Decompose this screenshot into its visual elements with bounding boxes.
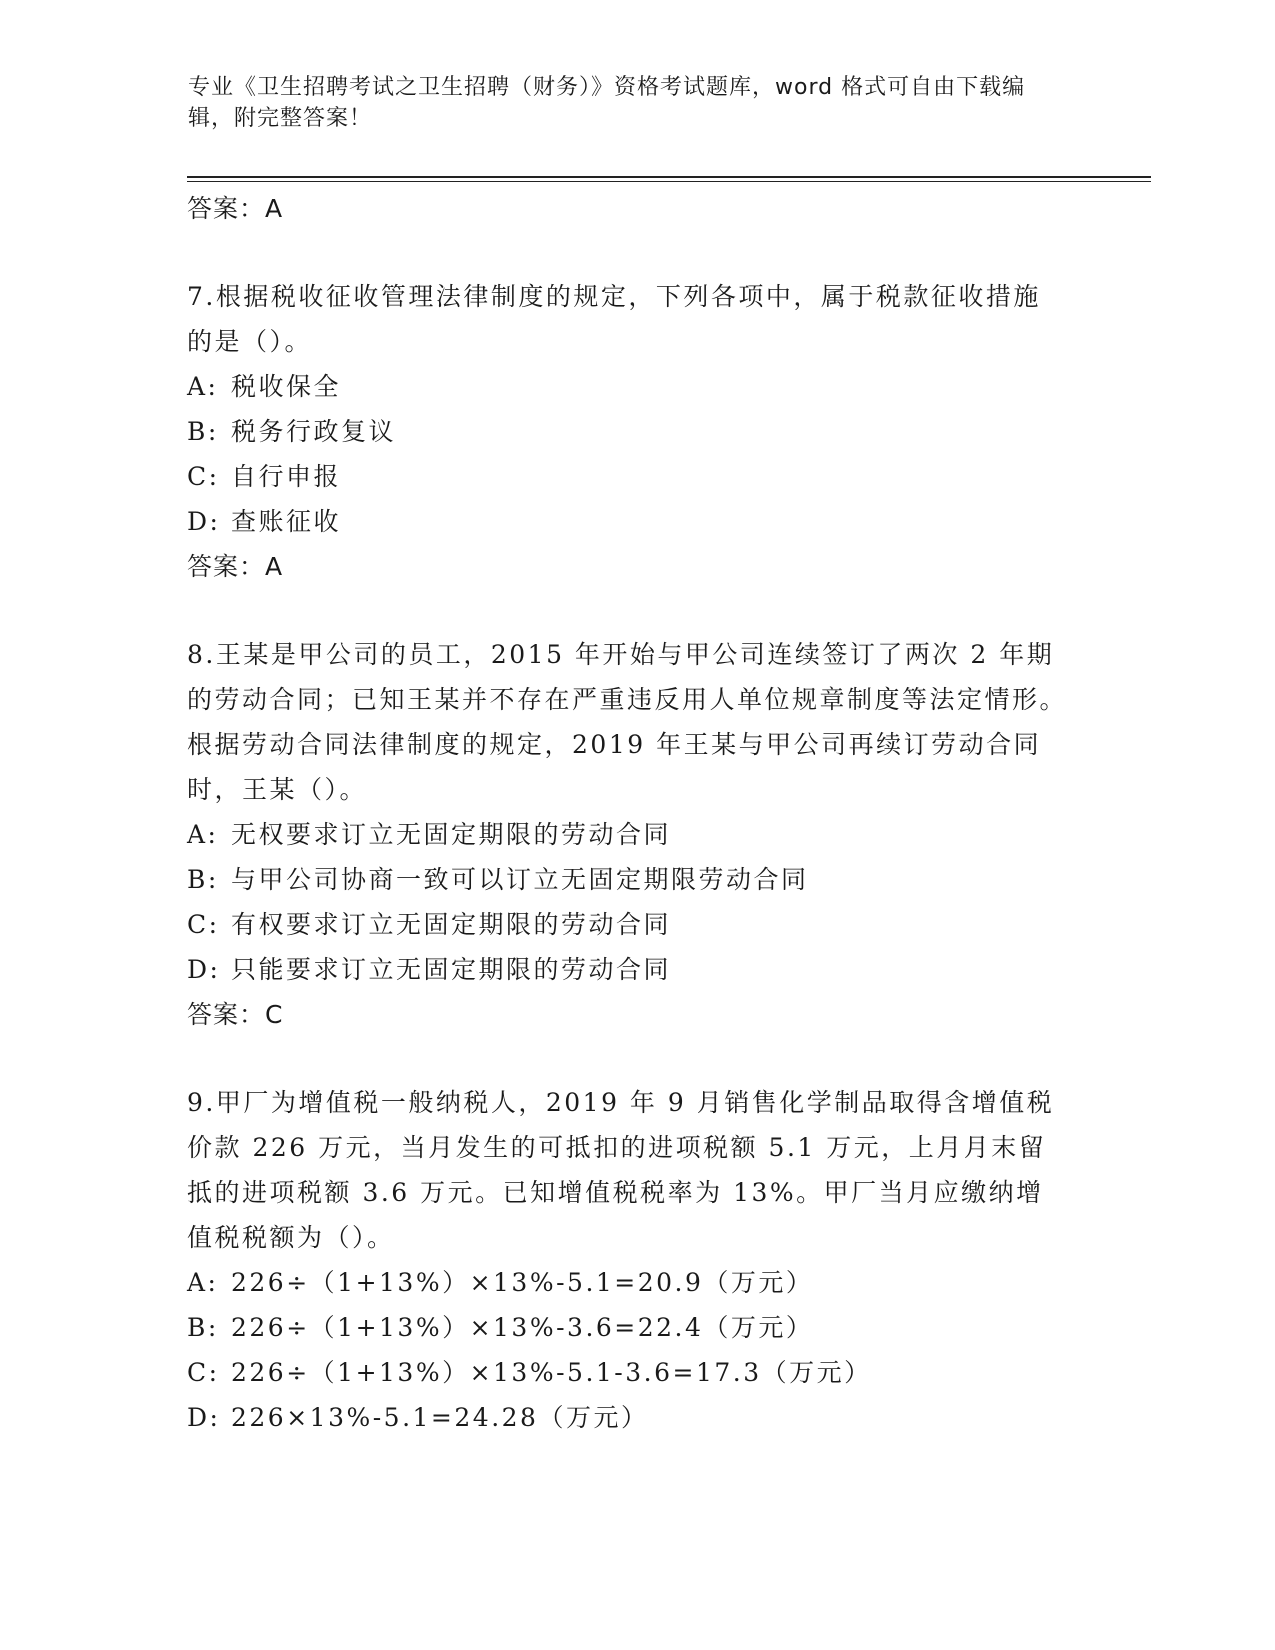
option-a <box>187 364 1087 409</box>
question-text: 9.甲厂为增值税一般纳税人，2019 年 9 月销售化学制品取得含增值税价款 226 万元，当月发生的可抵扣的进项税额 5.1 万元，上月月末留抵的进项税额 3.6 万元。已知增值税税率为 13%。甲厂当月应缴纳增值税税额为（）。 <box>187 1088 1055 1252</box>
option-text: 226×13%-5.1=24.28（万元） <box>231 1403 649 1432</box>
option-b <box>187 1305 1087 1350</box>
answer-line: 答案：C <box>187 1000 284 1029</box>
option-letter: C: <box>187 910 220 939</box>
document-header: 专业《卫生招聘考试之卫生招聘（财务）》资格考试题库，word 格式可自由下载编辑，附完整答案！ <box>188 75 1026 131</box>
option-text: 税收保全 <box>231 372 342 401</box>
option-letter: C: <box>187 1358 220 1387</box>
option-text: 无权要求订立无固定期限的劳动合同 <box>231 820 672 849</box>
option-a <box>187 1260 1087 1305</box>
option-letter: C: <box>187 462 220 491</box>
option-text: 有权要求订立无固定期限的劳动合同 <box>231 910 672 939</box>
question-block-8 <box>187 632 1087 1037</box>
question-block-9 <box>187 1080 1087 1440</box>
option-letter: B: <box>187 417 219 446</box>
option-text: 税务行政复议 <box>231 417 397 446</box>
option-text: 226÷（1+13%）×13%-3.6=22.4（万元） <box>231 1313 814 1342</box>
option-c <box>187 902 1087 947</box>
answer-line-q6: 答案：A <box>187 194 284 223</box>
option-letter: D: <box>187 507 221 536</box>
option-c <box>187 454 1087 499</box>
option-letter: A: <box>187 1268 219 1297</box>
option-text: 226÷（1+13%）×13%-5.1-3.6=17.3（万元） <box>231 1358 872 1387</box>
option-b <box>187 409 1087 454</box>
option-letter: A: <box>187 372 219 401</box>
option-text: 查账征收 <box>231 507 342 536</box>
option-text: 自行申报 <box>231 462 342 491</box>
header-rule-thick <box>187 176 1151 178</box>
option-letter: D: <box>187 955 221 984</box>
option-letter: A: <box>187 820 219 849</box>
option-d <box>187 1395 1087 1440</box>
option-b <box>187 857 1087 902</box>
option-letter: B: <box>187 1313 219 1342</box>
option-c <box>187 1350 1087 1395</box>
header-rule-thin <box>187 181 1151 182</box>
document-content <box>187 186 1087 1440</box>
option-d <box>187 947 1087 992</box>
option-letter: B: <box>187 865 219 894</box>
option-a <box>187 812 1087 857</box>
option-text: 与甲公司协商一致可以订立无固定期限劳动合同 <box>231 865 809 894</box>
option-text: 226÷（1+13%）×13%-5.1=20.9（万元） <box>231 1268 814 1297</box>
option-text: 只能要求订立无固定期限的劳动合同 <box>231 955 672 984</box>
question-block-7 <box>187 274 1087 589</box>
option-d <box>187 499 1087 544</box>
answer-line: 答案：A <box>187 552 284 581</box>
option-letter: D: <box>187 1403 221 1432</box>
question-text: 7.根据税收征收管理法律制度的规定，下列各项中，属于税款征收措施的是（）。 <box>187 282 1041 356</box>
question-text: 8.王某是甲公司的员工，2015 年开始与甲公司连续签订了两次 2 年期的劳动合同；已知王某并不存在严重违反用人单位规章制度等法定情形。根据劳动合同法律制度的规定，2019 年王某与甲公司再续订劳动合同时，王某（）。 <box>187 640 1068 804</box>
